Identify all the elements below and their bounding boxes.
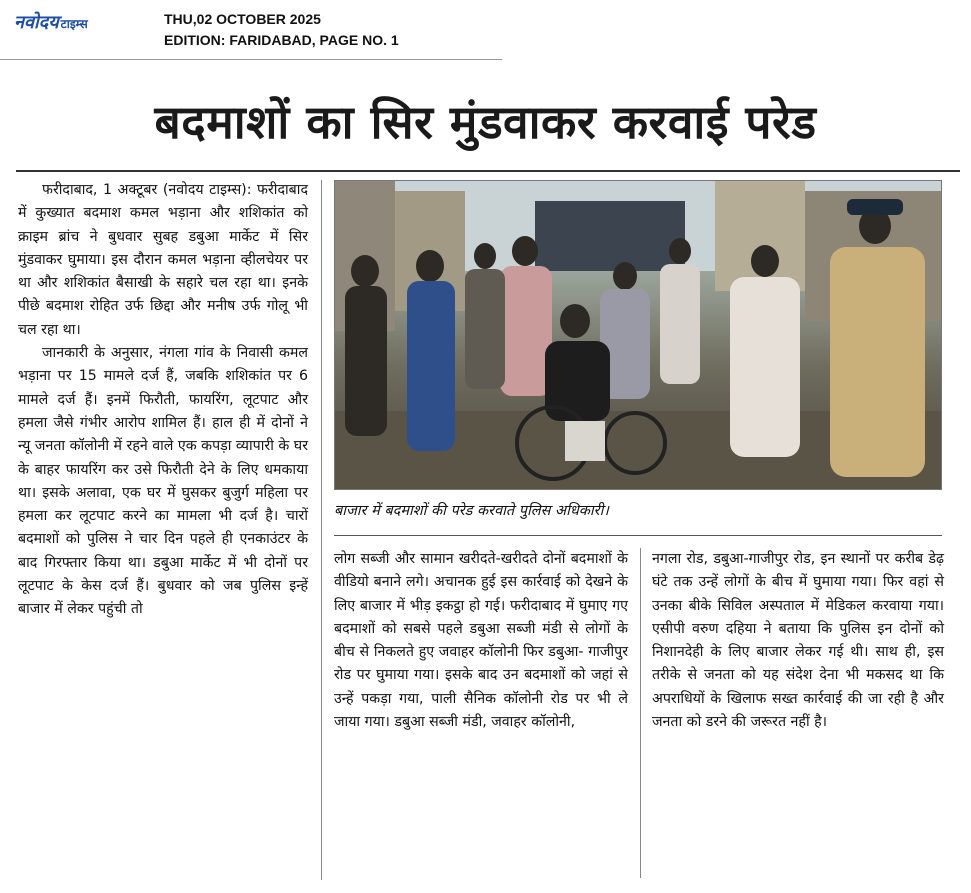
photo-caption: बाजार में बदमाशों की परेड करवाते पुलिस अधिकारी। <box>334 503 609 519</box>
headline-divider <box>16 170 960 172</box>
issue-date: THU,02 OCTOBER 2025 <box>164 11 321 27</box>
edition-meta <box>164 9 399 51</box>
article-column-3 <box>652 548 944 734</box>
logo-sub-text: टाइम्स <box>60 17 88 31</box>
article-column-1 <box>18 179 308 622</box>
column-divider-2 <box>640 548 641 878</box>
caption-divider <box>334 535 942 536</box>
column-3-text: नगला रोड, डबुआ-गाजीपुर रोड, इन स्थानों पर करीब डेढ़ घंटे तक उन्हें लोगों के बीच में घुमाया गया। फिर वहां से उनका बीके सिविल अस्पताल में मेडिकल करवाया गया। एसीपी वरुण दहिया ने बताया कि पुलिस इन दोनों को निशानदेही के लिए बाजार लेकर गई थी। साथ ही, इस तरीके से जनता को यह संदेश देना भी मकसद था कि अपराधियों के खिलाफ सख्त कार्रवाई की जा रही है और जनता को डरने की जरूरत नहीं है। <box>652 551 944 731</box>
logo-main-text: नवोदय <box>14 12 59 33</box>
newspaper-logo <box>14 10 88 32</box>
masthead <box>0 0 971 60</box>
masthead-divider <box>0 59 502 60</box>
article-headline: बदमाशों का सिर मुंडवाकर करवाई परेड <box>154 95 817 149</box>
police-parade-photo <box>335 181 942 490</box>
column-2-text: लोग सब्जी और सामान खरीदते-खरीदते दोनों बदमाशों के वीडियो बनाने लगे। अचानक हुई इस कार्रवाई को देखने के लिए बाजार में भीड़ इकट्ठा हो गई। फरीदाबाद में घुमाए गए बदमाशों को सबसे पहले डबुआ सब्जी मंडी से लोगों के बीच से निकलते हुए जवाहर कॉलोनी फिर डबुआ- गाजीपुर रोड पर घुमाया गया। इसके बाद उन बदमाशों को जहां से उन्हें पकड़ा गया, पाली सैनिक कॉलोनी रोड पर भी ले जाया गया। डबुआ सब्जी मंडी, जवाहर कॉलोनी, <box>334 551 628 731</box>
edition-info: EDITION: FARIDABAD, PAGE NO. 1 <box>164 32 399 48</box>
article-column-2 <box>334 548 628 734</box>
article-photo <box>334 180 942 490</box>
paragraph-2: जानकारी के अनुसार, नंगला गांव के निवासी कमल भड़ाना पर 15 मामले दर्ज हैं, जबकि शशिकांत पर 6 मामले दर्ज हैं। इनमें फिरौती, फायरिंग, लूटपाट और हमला जैसे गंभीर आरोप शामिल हैं। हाल ही में दोनों ने न्यू जनता कॉलोनी में रहने वाले एक कपड़ा व्यापारी के घर के बाहर फायरिंग कर उसे फिरौती देने के लिए धमकाया था। इसके अलावा, एक घर में घुसकर बुजुर्ग महिला पर हमला कर लूटपाट करने का मामला भी दर्ज है। चारों बदमाशों को पुलिस ने चार दिन पहले ही एनकाउंटर के बाद गिरफ्तार किया था। डबुआ मार्केट में भी दोनों पर लूटपाट के केस दर्ज हैं। बुधवार को जब पुलिस इन्हें बाजार में लेकर पहुंची तो <box>18 345 308 618</box>
paragraph-1: फरीदाबाद, 1 अक्टूबर (नवोदय टाइम्स): फरीदाबाद में कुख्यात बदमाश कमल भड़ाना और शशिकांत को क्राइम ब्रांच ने बुधवार सुबह डबुआ मार्केट में सिर मुंडवाकर घुमाया। इस दौरान कमल भड़ाना व्हीलचेयर पर था और शशिकांत बैसाखी के सहारे चल रहा था। इनके पीछे बदमाश रोहित उर्फ छिद्दा और मनीष उर्फ गोलू भी चल रहा था। <box>18 182 308 338</box>
column-divider-1 <box>321 180 322 880</box>
